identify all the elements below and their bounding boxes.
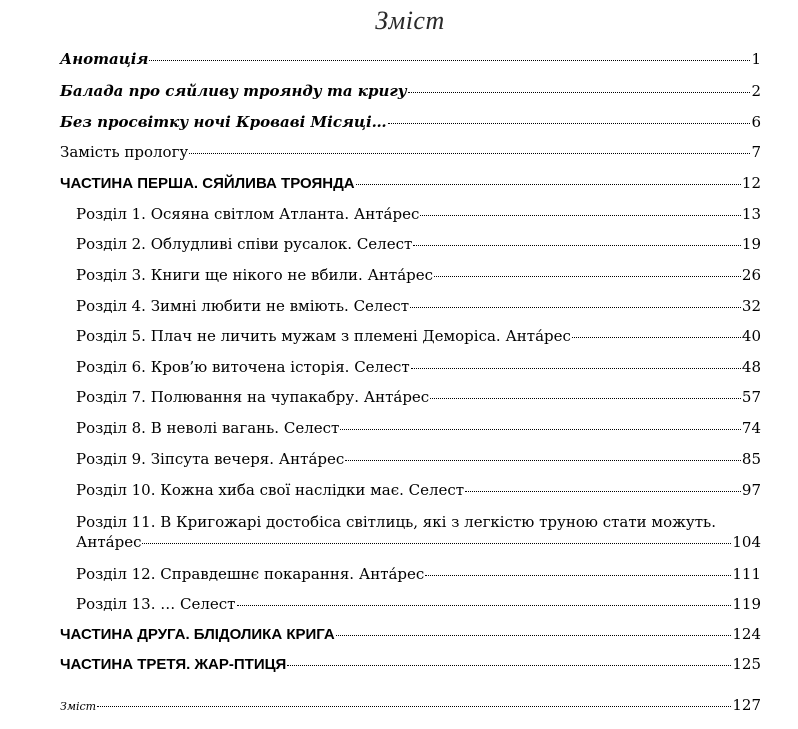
toc-entry-text: Розділ 1. Осяяна світлом Атланта. Анта́рес	[76, 205, 420, 223]
toc-entry-text: Балада про сяйливу троянду та кригу	[60, 82, 407, 100]
toc-entry-ballad[interactable]	[60, 82, 761, 100]
toc-entry-text: Розділ 2. Облудливі співи русалок. Селест	[76, 235, 413, 253]
dot-leader	[149, 60, 750, 61]
toc-entry-chapter-12[interactable]	[76, 565, 761, 583]
dot-leader	[356, 184, 741, 185]
toc-entry-chapter-7[interactable]	[76, 388, 761, 406]
dot-leader	[336, 635, 732, 636]
toc-entry-text: Розділ 6. Кров’ю виточена історія. Селест	[76, 358, 410, 376]
toc-entry-text: Анотація	[60, 50, 149, 68]
toc-entry-part-one[interactable]	[60, 174, 761, 193]
dot-leader	[420, 215, 741, 216]
toc-entry-text: Розділ 3. Книги ще нікого не вбили. Анта́рес	[76, 266, 434, 284]
dot-leader	[410, 307, 741, 308]
dot-leader	[572, 337, 741, 338]
toc-page-number: 2	[751, 82, 761, 100]
toc-page-number: 32	[741, 297, 761, 315]
toc-page-number: 6	[751, 113, 761, 131]
toc-page-number: 124	[732, 625, 761, 643]
toc-page-number: 111	[732, 565, 761, 583]
dot-leader	[465, 491, 741, 492]
toc-page-number: 12	[741, 174, 761, 192]
toc-page-number: 1	[751, 50, 761, 68]
toc-entry-text: Розділ 7. Полювання на чупакабру. Анта́рес	[76, 388, 430, 406]
toc-entry-chapter-4[interactable]	[76, 297, 761, 315]
dot-leader	[189, 153, 750, 154]
toc-page-number: 48	[741, 358, 761, 376]
toc-entry-chapter-10[interactable]	[76, 481, 761, 499]
toc-page-number: 119	[732, 595, 761, 613]
dot-leader	[408, 92, 751, 93]
toc-entry-text: Розділ 10. Кожна хиба свої наслідки має. Селест	[76, 481, 465, 499]
toc-entry-text: Розділ 8. В неволі вагань. Селест	[76, 419, 340, 437]
dot-leader	[413, 245, 741, 246]
toc-entry-text: Розділ 9. Зіпсута вечеря. Анта́рес	[76, 450, 345, 468]
dot-leader	[411, 368, 741, 369]
dot-leader	[425, 575, 731, 576]
toc-entry-chapter-11-line1[interactable]: Розділ 11. В Кригожарі достобіса світлиць, які з легкістю труною стати можуть.	[76, 513, 716, 531]
toc-entry-contents[interactable]	[60, 696, 761, 716]
toc-page-number: 85	[741, 450, 761, 468]
dot-leader	[97, 706, 731, 707]
toc-entry-chapter-6[interactable]	[76, 358, 761, 376]
toc-page-number: 127	[732, 696, 761, 714]
toc-page-number: 26	[741, 266, 761, 284]
toc-entry-chapter-13[interactable]	[76, 595, 761, 613]
toc-page-number: 13	[741, 205, 761, 223]
dot-leader	[430, 398, 741, 399]
dot-leader	[287, 665, 731, 666]
dot-leader	[388, 123, 751, 124]
toc-entry-part-three[interactable]	[60, 655, 761, 674]
page-title: Зміст	[375, 6, 445, 35]
toc-entry-text: Розділ 4. Зимні любити не вміють. Селест	[76, 297, 410, 315]
toc-entry-part-two[interactable]	[60, 625, 761, 644]
toc-entry-text: Анта́рес	[76, 533, 142, 551]
toc-entry-chapter-2[interactable]	[76, 235, 761, 253]
toc-entry-text: Розділ 12. Справдешнє покарання. Анта́рес	[76, 565, 425, 583]
toc-entry-chapter-5[interactable]	[76, 327, 761, 345]
toc-entry-text: Зміст	[60, 700, 97, 713]
dot-leader	[434, 276, 741, 277]
toc-entry-annotation[interactable]	[60, 50, 761, 68]
toc-page-number: 104	[732, 533, 761, 551]
toc-page-number: 7	[751, 143, 761, 161]
toc-entry-text: Замість прологу	[60, 143, 189, 161]
toc-page-number: 40	[741, 327, 761, 345]
dot-leader	[340, 429, 741, 430]
toc-page-number: 97	[741, 481, 761, 499]
dot-leader	[142, 543, 731, 544]
toc-page-number: 125	[732, 655, 761, 673]
toc-entry-text: ЧАСТИНА ДРУГА. БЛІДОЛИКА КРИГА	[60, 626, 335, 643]
toc-entry-chapter-8[interactable]	[76, 419, 761, 437]
toc-entry-chapter-9[interactable]	[76, 450, 761, 468]
toc-page-number: 19	[741, 235, 761, 253]
toc-entry-chapter-1[interactable]	[76, 205, 761, 223]
toc-entry-text: Розділ 13. … Селест	[76, 595, 236, 613]
toc-entry-chapter-11[interactable]	[76, 533, 761, 551]
toc-entry-text: Без просвітку ночі Кровaві Місяці…	[60, 113, 387, 131]
toc-page-number: 57	[741, 388, 761, 406]
toc-entry-chapter-3[interactable]	[76, 266, 761, 284]
toc-entry-text: ЧАСТИНА ТРЕТЯ. ЖАР-ПТИЦЯ	[60, 656, 287, 673]
dot-leader	[237, 605, 732, 606]
toc-entry-text: ЧАСТИНА ПЕРША. СЯЙЛИВА ТРОЯНДА	[60, 175, 355, 192]
toc-entry-blood-moons[interactable]	[60, 113, 761, 131]
toc-entry-text: Розділ 5. Плач не личить мужам з племені Деморіса. Анта́рес	[76, 327, 571, 345]
toc-page-number: 74	[741, 419, 761, 437]
toc-entry-prologue[interactable]	[60, 143, 761, 161]
dot-leader	[345, 460, 741, 461]
